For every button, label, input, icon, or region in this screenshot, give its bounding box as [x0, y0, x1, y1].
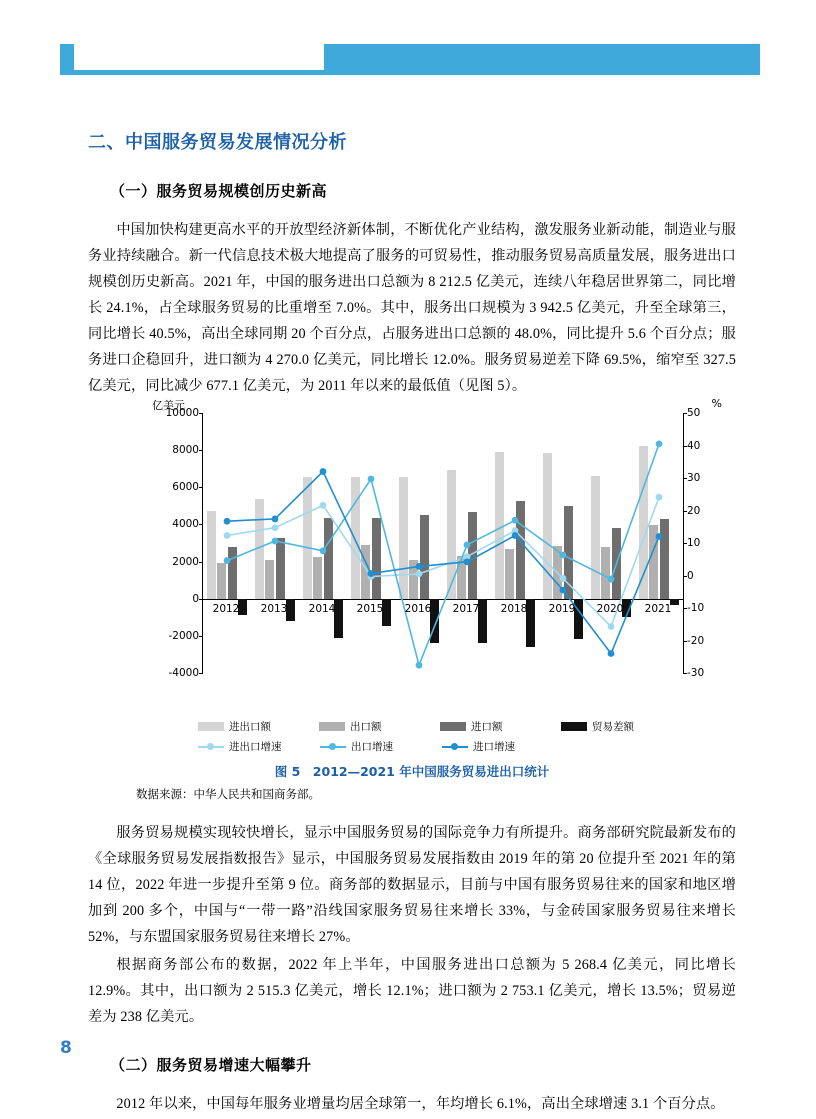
chart-y2-tick: 20	[687, 504, 701, 517]
section-heading: 二、中国服务贸易发展情况分析	[88, 132, 347, 153]
chart-x-label: 2012	[212, 602, 240, 615]
chart-left-unit: 亿美元	[152, 399, 185, 412]
chart-plot-area	[165, 407, 705, 679]
paragraph-3: 根据商务部公布的数据，2022 年上半年，中国服务进出口总额为 5 268.4 亿美元，同比增长 12.9%。其中，出口额为 2 515.3 亿美元，增长 12.1%；进口额为 2 753.1 亿美元，增长 13.5%；贸易逆差为 238 亿美元。	[88, 957, 736, 1025]
paragraph-2: 服务贸易规模实现较快增长，显示中国服务贸易的国际竞争力有所提升。商务部研究院最新发布的《全球服务贸易发展指数报告》显示，中国服务贸易发展指数由 2019 年的第 20 位提升至 2021 年的第 14 位，2022 年进一步提升至第 9 位。商务部的数据显示，目前与中国有服务贸易往来的国家和地区增加到 200 多个，中国与“一带一路”沿线国家服务贸易往来增长 33%，与金砖国家服务贸易往来增长 52%，与东盟国家服务贸易往来增长 27%。	[88, 825, 736, 945]
page-content	[88, 128, 736, 1119]
chart-y-tick: -2000	[168, 629, 199, 642]
chart-y2-tickmark	[683, 543, 687, 544]
legend-label: 贸易差额	[592, 721, 634, 733]
chart-y-tick: 4000	[172, 518, 199, 531]
legend-label: 出口额	[350, 721, 382, 733]
figure-5	[88, 397, 736, 802]
chart-y2-tick: 50	[687, 407, 701, 419]
legend-label: 进出口增速	[229, 741, 282, 753]
legend-label: 进口增速	[473, 741, 515, 753]
legend-item	[198, 719, 305, 734]
subsection-heading-1: （一）服务贸易规模创历史新高	[110, 182, 328, 200]
legend-item	[561, 719, 668, 734]
legend-row	[198, 719, 668, 734]
legend-swatch-icon	[319, 722, 345, 731]
figure-source: 数据来源：中华人民共和国商务部。	[136, 789, 320, 801]
chart-y2-tickmark	[683, 446, 687, 447]
figure-caption: 图 5 2012—2021 年中国服务贸易进出口统计	[274, 764, 550, 779]
legend-item	[440, 719, 547, 734]
subsection-heading-2: （二）服务贸易增速大幅攀升	[110, 1056, 312, 1074]
chart-x-label: 2017	[452, 602, 480, 615]
paragraph-4: 2012 年以来，中国每年服务业增量均居全球第一，年均增长 6.1%，高出全球增速 3.1 个百分点。	[116, 1096, 725, 1112]
chart-x-label: 2014	[308, 602, 336, 615]
chart-y2-tickmark	[683, 413, 687, 414]
legend-swatch-icon	[561, 722, 587, 731]
chart-y2-tickmark	[683, 673, 687, 674]
chart-y2-tickmark	[683, 641, 687, 642]
chart-y2-tick: 0	[687, 569, 694, 582]
chart-x-label: 2021	[644, 602, 672, 615]
legend-row	[198, 739, 668, 754]
chart-y-tickmark	[199, 673, 203, 674]
chart-y2-tick: -20	[687, 634, 705, 647]
header-bar-secondary	[60, 70, 760, 75]
paragraph-1: 中国加快构建更高水平的开放型经济新体制，不断优化产业结构，激发服务业新动能，制造业与服务业持续融合。新一代信息技术极大地提高了服务的可贸易性，推动服务贸易高质量发展，服务进出口规模创历史新高。2021 年，中国的服务进出口总额为 8 212.5 亿美元，连续八年稳居世界第二，同比增长 24.1%，占全球服务贸易的比重增至 7.0%。其中，服务出口规模为 3 942.5 亿美元，升至全球第三，同比增长 40.5%，高出全球同期 20 个百分点，占服务进出口总额的 48.0%，同比提升 5.6 个百分点；服务进口企稳回升，进口额为 4 270.0 亿美元，同比增长 12.0%。服务贸易逆差下降 69.5%，缩窄至 327.5 亿美元，同比减少 677.1 亿美元，为 2011 年以来的最低值（见图 5）。	[88, 222, 736, 394]
legend-label: 出口增速	[351, 741, 393, 753]
chart-right-unit: %	[711, 397, 722, 410]
chart-y2-tick: 40	[687, 439, 701, 452]
chart-x-label: 2020	[596, 602, 624, 615]
legend-line-icon	[198, 742, 224, 751]
legend-swatch-icon	[198, 722, 224, 731]
legend-line-icon	[442, 742, 468, 751]
chart-x-label: 2015	[356, 602, 384, 615]
chart-x-label: 2019	[548, 602, 576, 615]
chart-y2-tickmark	[683, 511, 687, 512]
chart-y2-tickmark	[683, 576, 687, 577]
chart-y2-tick: -10	[687, 602, 705, 614]
chart-y-tick: 2000	[172, 555, 199, 568]
chart-x-label: 2016	[404, 602, 432, 615]
chart-y2-tick: -30	[687, 667, 705, 679]
chart-y-tick: -4000	[168, 667, 199, 679]
chart-y2-tickmark	[683, 478, 687, 479]
header-title: 第一部分 总报告	[88, 51, 204, 67]
chart-canvas	[152, 397, 722, 713]
chart-y2-tick: 30	[687, 472, 701, 484]
legend-line-icon	[320, 742, 346, 751]
chart-y-tick: 0	[192, 592, 199, 605]
legend-item	[320, 739, 428, 754]
legend-item	[319, 719, 426, 734]
page-number: 8	[60, 1038, 72, 1058]
chart-y2-tick: 10	[687, 537, 701, 549]
chart-x-label: 2018	[500, 602, 528, 615]
chart-x-label: 2013	[260, 602, 288, 615]
legend-item	[442, 739, 550, 754]
chart-y-tick: 6000	[172, 481, 199, 494]
chart-y-tick: 10000	[165, 407, 199, 419]
legend-label: 进口额	[471, 721, 503, 733]
chart-y-tick: 8000	[172, 444, 199, 457]
legend-swatch-icon	[440, 722, 466, 731]
legend-label: 进出口额	[229, 721, 271, 733]
chart-legend	[198, 719, 668, 754]
legend-item	[198, 739, 306, 754]
chart-line-layer	[203, 413, 683, 673]
chart-y2-tickmark	[683, 608, 687, 609]
